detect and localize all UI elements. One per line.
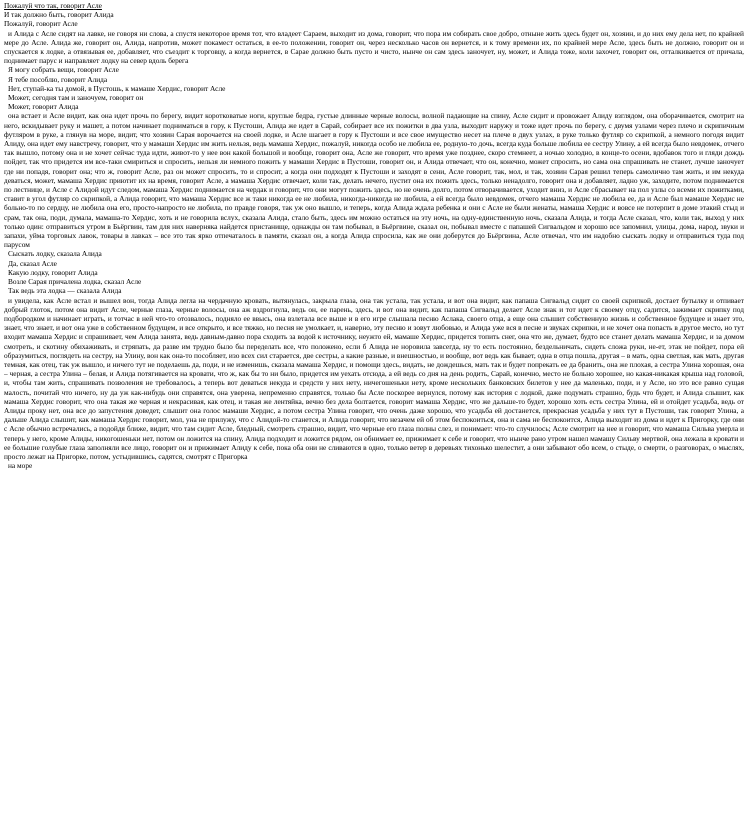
text-line: Я могу собрать вещи, говорит Асле [8,65,119,75]
text-line: Пожалуй, говорит Асле [4,19,78,29]
document-page [4,1,744,819]
text-line: Возле Сарая причалена лодка, сказал Асле [8,277,142,287]
text-line: Пожалуй что так, говорит Асле [4,1,102,10]
text-line: Я тебе пособлю, говорит Алида [8,74,108,84]
text-line: Да, сказал Асле [8,258,57,268]
text-line: Нет, ступай-ка ты домой, в Пустошь, к мамаше Хердис, говорит Асле [8,83,226,93]
text-line: Может, сегодня там и заночуем, говорит он [8,93,144,103]
paragraph: и Алида с Асле сидят на лавке, не говоря ни слова, а спустя некоторое время тот, что владеет Сараем, выходит из дома, говорит, что пора им собирать свое добро, отныне жить здесь будет он, хозяин, и до них ему дела нет, по крайней мере до Асле. Алида же, говорит он, Алида, напротив, может покамест остаться, в ее-то положении, говорит он, через несколько часов он вернется, и к тому времени их, по крайней мере Асле, здесь быть не должно, говорит он и спускается к лодке, а отвязывая ее, добавляет, что съездит к торговцу, а когда вернется, в Сарае должно быть пусто и чисто, нынче он сам здесь заночует, ну, может, и Алида тоже, коли захочет, говорит он, отталкивается от причала, поднимает парус и направляет лодку на север вдоль берега [4,28,744,66]
text-line: на море [8,461,33,471]
text-line: Какую лодку, говорит Алида [8,267,98,277]
paragraph: она встает и Асле видит, как она идет прочь по берегу, видит коротковатые ноги, круглые бедра, густые длинные черные волосы, волной падающие на спину, Асле сидит и провожает Алиду взглядом, она оборачивается, смотрит на него, вскидывает руку и машет, а потом начинает подниматься в гору, к Пустоши, Алида же идет в Сарай, собирает все их пожитки в два узла, выходит наружу и тоже идет прочь по берегу, с двумя узлами через плечо и скрипичным футляром в руке, а глянув на море, видит, что хозяин Сарая ворочается на своей лодке, и Асле шагает в гору к Пустоши и все свое имущество несет на плече в двух узлах, в руке только футляр со скрипкой, а немного погодя видит Алиду, она идет ему навстречу, говорит, что у мамаши Хердис им жить нельзя, ведь мамаша Хердис, пожалуй, никогда особо не любила ее, родную-то дочь, всегда куда больше любила ее сестру Улину, а ей всегда было невдомек, отчего так вышло, потому она и не хочет сейчас туда идти, живот-то у нее вон какой большой и вообще, говорит она, Асле же говорит, что время уже позднее, скоро стемнеет, а ночью холодно, в конце-то осени, вдобавок того и гляди дождь пойдет, так что придется им все-таки смириться и спросить, нельзя ли немного пожить у мамаши Хердис в Пустоши, говорит он, и Алида отвечает, что он, конечно, может спросить, но сама она спрашивать не станет, лучше заночует где ни попадя, говорит она; что ж, говорит Асле, раз он может спросить, то и спросит, а когда они подходят к Пустоши и заходят в сени, Асле говорит, так, мол, и так, хозяин Сарая решил теперь самолично там жить, и им некуда деваться, может, мамаша Хердис приютит их на время, говорит Асле, а мамаша Хердис отвечает, коли так, делать нечего, пустит она их пожить здесь, только ненадолго, говорит она и добавляет, ладно уж, заходите, потом поднимается по лестнице, и Асле с Алидой идут следом, мамаша Хердис поднимается на чердак и говорит, что они могут пожить здесь, но не очень долго, потом отворачивается, уходит вниз, и Асле сбрасывает на пол узлы со всеми их пожитками, ставит в угол футляр со скрипкой, а Алида говорит, что мамаша Хердис все ж таки никогда ее не любила, никогда-никогда не любила, а ей всегда было невдомек, отчего мамаша Хердис не любила ее, да и Асле был мамаше Хердис не больно-то по сердцу, не любила она его, просто-напросто не любила, по правде говоря, так уж оно вышло, и теперь, когда Алида ждала ребенка и они с Асле не были женаты, мамаша Хердис и вовсе не потерпит в доме этакий стыд и срам, так она, поди, думала, мамаша-то Хердис, хоть и не говорила вслух, сказала Алида, стало быть, здесь им можно остаться на эту ночь, на одну-единственную ночь, сказала Алида, и тогда Асле сказал, что, коли так, выход у них только один: отправиться утром в Бьёргвин, там для них наверняка найдется пристанище, однажды он там побывал, в Бьёргвине, сказал он, побывал вместе с папашей Сигвальдом и хорошо все запомнил, улицы, дома, народ, звуки и запахи, уйма торговых лавок, товары в лавках – все это так ярко отпечаталось в памяти, сказал он, а когда Алида спросила, как же они доберутся до Бьёргвина, Асле отвечал, что им надобно сыскать лодку и отправиться туда под парусом [4,111,744,250]
paragraph: и увидела, как Асле встал и вышел вон, тогда Алида легла на чердачную кровать, вытянулась, закрыла глаза, она так устала, так устала, и вот она видит, как папаша Сигвальд сидит со своей скрипкой, достает бутылку и отпивает добрый глоток, потом она видит Асле, черные глаза, черные волосы, она аж вздрогнула, ведь он, ее парень, здесь, и вот она видит, как папаша Сигвальд делает Асле знак и тот идет к своему отцу, садится, зажимает скрипку под подбородком и начинает играть, и тотчас в ней что-то отозвалось, подняло ее ввысь, она взлетала все выше и в его игре слышала песню Аслака, своего отца, а еще она слышит собственную жизнь и собственное будущее и знает это, знает, что знает, и вот она уже в собственном будущем, и все открыто, и все тяжко, но песня не умолкает, и, наверно, эту песню и зовут любовью, и Алида уже вся в песне и звуках скрипки, и не хочет она попасть в другое место, но тут входит мамаша Хердис и спрашивает, чем Алида занята, ведь давным-давно пора сходить за водой к источнику, неужто ей, мамаше Хердис, придется топить снег, она что же, думает, будто все станет делать мамаша Хердис, и за домом смотреть, и скотину обихаживать, и стряпать, да разве им трудно было бы переделать все, что положено, если б Алида не норовила завсегда, ну то есть постоянно, бездельничать, сидеть сложа руки, не-ет, этак не пойдет, пора ей образумиться, поглядеть на сестру, на Улину, вон как она-то пособляет, изо всех сил старается, две сестры, а какие разные, и внешностью, и вообще, вот ведь как бывает, одна в отца пошла, другая – в мать, одна светлая, как мать, другая темная, как отец, так уж вышло, и ничего тут не поделаешь да, поди, и не изменишь, сказала мамаша Хердис, и помощи здесь, видать, не дождешься, мать так и будет попрекать ее да бранить, она же плохая, а сестра Улина хорошая, она – черная, а сестра Улина – белая, и Алида потягивается на кровати, что ж, как бы то ни было, придется им уехать отсюда, а ей ведь со дня на день родить, Сарай, конечно, место не больно хорошее, но какая-никакая крыша над головой, и, чтобы там жить, спрашивать позволения не требовалось, а теперь вот деваться некуда и средств у них нету, ничегошеньки нету, кроме нескольких банковских билетов у нее да маленько, поди, и у Асле, но это все равно сущая малость, почитай что ничего, ну да уж как-нибудь они справятся, она уверена, непременно справятся, только бы Асле поскорее вернулся, потому как история с лодкой, даже подумать страшно, будь что будет, и Алида слышит, как мамаша Хердис говорит, что она такая же черная и некрасивая, как отец, и такая же лентяйка, вечно без дела болтается, говорит мамаша Хердис, что же дальше-то будет, хорошо хоть есть сестра Улина, ей и отойдет усадьба, ведь от Алиды проку нет, она все до запустения доведет, слышит она голос мамаши Хердис, а потом сестра Улина говорит, что очень даже хорошо, что усадьба ей достанется, прекрасная усадьба у них тут в Пустоши, так говорит Улина, а дальше Алида слышит, как мамаша Хердис говорит, мол, уна не прилужу, что с Алидой-то станется, и Алида говорит, что незачем ей об этом беспокоиться, она и сама не беспокоится, Алида выходит из дома и идет к Пригорку, где они с Асле обычно встречались, а подойдя ближе, видит, что там сидит Асле, бледный, смотреть страшно, видит, что черные его глаза полны слез, и понимает: что-то случилось; Асле смотрит на нее и говорит, что мамаша Сильва умерла и теперь у него, кроме Алиды, никогошеньки нет, потом он ложится на спину, Алида подходит и ложится рядом, он обнимает ее, прижимает к себе и говорит, что нынче рано утром нашел мамашу Сильву мертвой, она лежала в кровати и ее большие голубые глаза заполняли все лицо, говорит он и прижимает Алиду к себе, пока оба они не сливаются в одно, только ветер в деревьях тихонько шелестит, а они забывают обо всем, о стыде, о смерти, о разговорах, о мыслях, просто лежат на Пригорке, потом, устыдившись, садятся, смотрят с Пригорка [4,295,744,461]
text-line: Сыскать лодку, сказала Алида [8,249,102,259]
text-line: И так должно быть, говорит Алида [4,10,114,20]
text-line: Так ведь эта лодка — сказала Алида [8,286,122,296]
text-line: Может, говорит Алида [8,102,79,112]
